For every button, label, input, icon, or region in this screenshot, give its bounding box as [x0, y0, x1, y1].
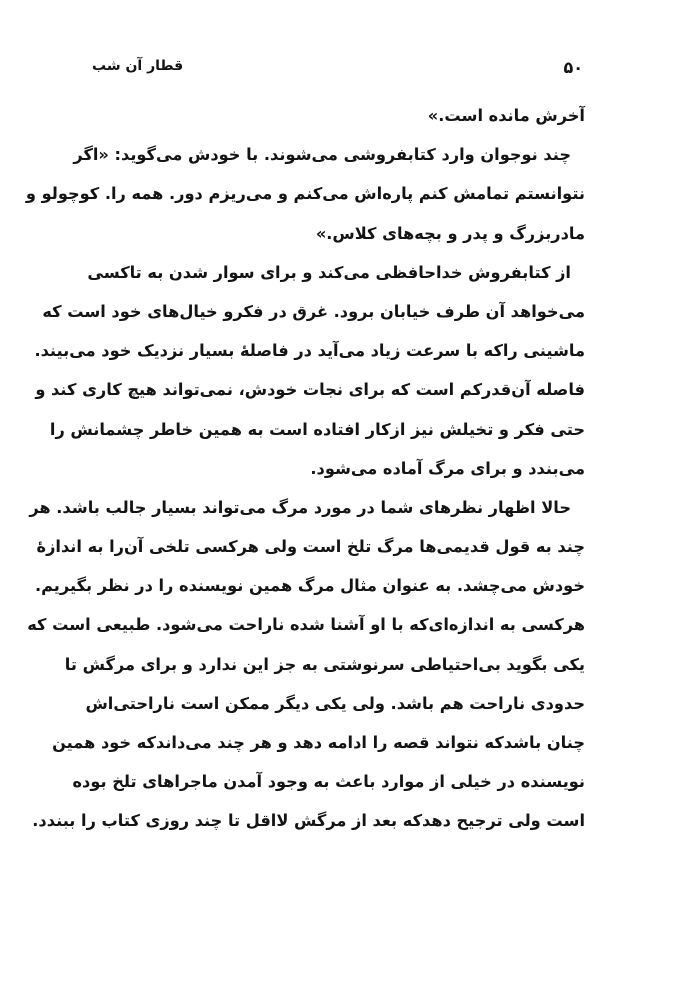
text-line: چند به قول قدیمی‌ها مرگ تلخ است ولی هرکسی تلخی آن‌را به اندازهٔ [36, 537, 585, 557]
text-line: نویسنده در خیلی از موارد باعث به وجود آمدن ماجراهای تلخ بوده [72, 772, 585, 792]
page-number: ۵۰ [563, 58, 583, 77]
text-line: ماشینی راکه با سرعت زیاد می‌آید در فاصلهٔ بسیار نزدیک خود می‌بیند. [34, 341, 585, 361]
text-line: هرکسی به اندازه‌ای‌که با او آشنا شده ناراحت می‌شود. طبیعی است که [27, 615, 585, 635]
text-line: چنان باشد‌که نتواند قصه را ادامه دهد و هر چند می‌داند‌که خود همین [52, 733, 585, 752]
text-line: است ولی ترجیح دهد‌که بعد از مرگش لااقل تا چند روزی کتاب را ببندد. [32, 811, 585, 831]
text-line: چند نوجوان وارد کتابفروشی می‌شوند. با خودش می‌گوید: «اگر [73, 145, 571, 165]
text-line: حالا اظهار نظرهای شما در مورد مرگ می‌تواند بسیار جالب باشد. هر [29, 497, 571, 517]
text-line: مادربزرگ و پدر و بچه‌های کلاس.» [315, 223, 585, 243]
text-line: فاصله آن‌قدرکم است که برای نجات خودش، نمی‌تواند هیچ کاری کند و [35, 380, 585, 400]
text-line: حدودی ناراحت هم باشد. ولی یکی دیگر ممکن است ناراحتی‌اش [85, 693, 585, 713]
text-line: خودش می‌چشد. به عنوان مثال مرگ همین نویسنده را در نظر بگیریم. [34, 576, 585, 596]
page-header [92, 58, 583, 82]
text-line: از کتابفروش خداحافظی می‌کند و برای سوار شدن به تاکسی [87, 262, 571, 282]
text-line: می‌بندد و برای مرگ آماده می‌شود. [310, 458, 585, 478]
body-text [25, 96, 585, 841]
running-title: قطار آن شب [92, 58, 184, 74]
text-line: نتوانستم تمامش کنم پاره‌اش می‌کنم و می‌ریزم دور. همه را. کوچولو و [25, 184, 585, 204]
text-line: یکی بگوید بی‌احتیاطی سرنوشتی به جز این ندارد و برای مرگش تا [64, 654, 585, 674]
text-line: می‌خواهد آن طرف خیابان برود. غرق در فکرو خیال‌های خود است که [42, 301, 585, 321]
text-line: آخرش مانده است.» [427, 106, 585, 125]
text-line: حتی فکر و تخیلش نیز ازکار افتاده است به همین خاطر چشمانش را [49, 419, 585, 439]
